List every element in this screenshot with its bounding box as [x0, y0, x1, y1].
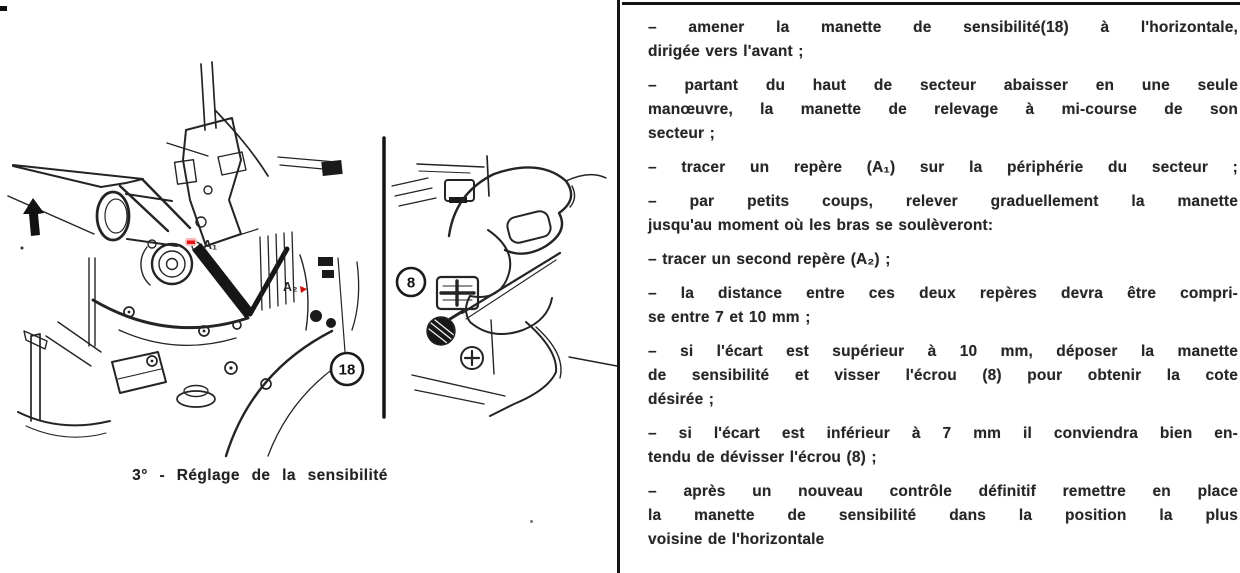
instruction-paragraph — [648, 480, 1238, 552]
scan-edge-artifact — [0, 6, 7, 11]
instruction-line: – tracer un second repère (A₂) ; — [648, 251, 891, 268]
instruction-paragraph — [648, 422, 1238, 470]
instruction-line: – amener la manette de sensibilité(18) à l'horizontale, — [648, 19, 1238, 36]
instruction-paragraph — [648, 74, 1238, 146]
instruction-line: de sensibilité et visser l'écrou (8) pour obtenir la cote — [648, 367, 1238, 384]
callout-8-number: 8 — [406, 274, 416, 292]
figure-caption: 3° - Réglage de la sensibilité — [132, 467, 388, 484]
instruction-paragraph — [648, 190, 1238, 238]
instruction-paragraph — [648, 248, 1238, 272]
instruction-list — [648, 16, 1238, 562]
instruction-line: désirée ; — [648, 391, 715, 408]
instruction-line: se entre 7 et 10 mm ; — [648, 309, 811, 326]
instruction-line: – par petits coups, relever graduellement la manette — [648, 193, 1238, 210]
instruction-line: tendu de dévisser l'écrou (8) ; — [648, 449, 877, 466]
marker-a1-red — [185, 238, 197, 246]
column-divider-line — [617, 0, 620, 573]
callout-18-number: 18 — [338, 361, 356, 379]
instruction-line: – la distance entre ces deux repères devra être compri- — [648, 285, 1238, 302]
instruction-line: secteur ; — [648, 125, 715, 142]
callout-8 — [397, 268, 425, 296]
figure-region — [0, 0, 618, 458]
figure-linework — [8, 62, 617, 456]
instruction-line: – partant du haut de secteur abaisser en une seule — [648, 77, 1238, 94]
scan-dot-artifact — [530, 520, 533, 523]
marker-a2-red — [300, 286, 307, 293]
top-rule-line — [622, 2, 1240, 5]
figure-illustration — [0, 0, 618, 458]
instruction-line: – si l'écart est supérieur à 10 mm, déposer la manette — [648, 343, 1238, 360]
instruction-paragraph — [648, 340, 1238, 412]
instruction-line: la manette de sensibilité dans la position la plus — [648, 507, 1238, 524]
instruction-line: – tracer un repère (A₁) sur la périphérie du secteur ; — [648, 159, 1238, 176]
label-a2: A₂ — [283, 280, 298, 294]
instruction-paragraph — [648, 16, 1238, 64]
label-a1: A₁ — [203, 238, 218, 252]
instruction-line: – si l'écart est inférieur à 7 mm il conviendra bien en- — [648, 425, 1238, 442]
callout-18 — [331, 353, 363, 385]
instruction-line: – après un nouveau contrôle définitif remettre en place — [648, 483, 1238, 500]
instruction-paragraph — [648, 282, 1238, 330]
instruction-line: jusqu'au moment où les bras se soulèveront: — [648, 217, 994, 234]
instruction-line: manœuvre, la manette de relevage à mi-course de son — [648, 101, 1238, 118]
instruction-paragraph — [648, 156, 1238, 180]
instruction-line: dirigée vers l'avant ; — [648, 43, 804, 60]
instruction-line: voisine de l'horizontale — [648, 531, 825, 548]
